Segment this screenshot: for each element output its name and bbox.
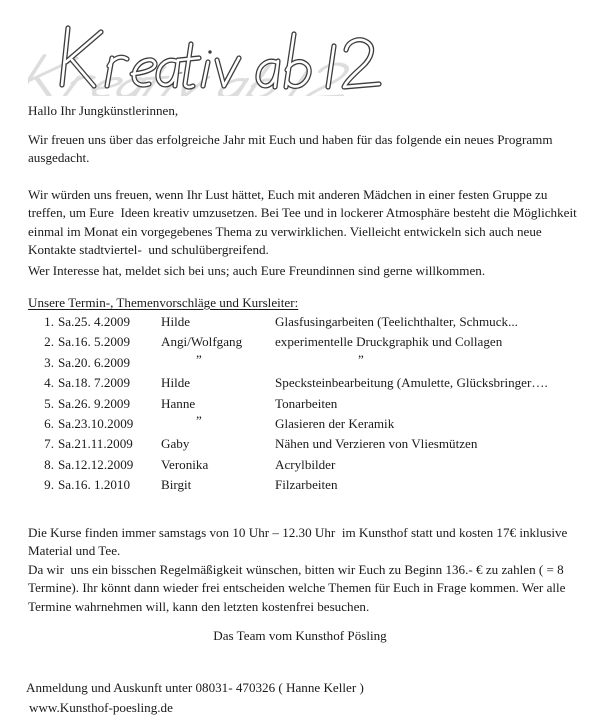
footer-website[interactable]: www.Kunsthof-poesling.de: [29, 699, 173, 715]
row-date: Sa.18. 7.2009: [58, 375, 131, 391]
row-number: 7.: [44, 436, 54, 452]
signature-line: Das Team vom Kunsthof Pösling: [213, 628, 387, 643]
row-number: 4.: [44, 375, 54, 391]
row-topic: Specksteinbearbeitung (Amulette, Glücksbringer….: [275, 375, 548, 391]
table-row: [28, 332, 588, 352]
row-number: 1.: [44, 314, 54, 329]
row-leader: Gaby: [161, 436, 190, 452]
row-leader-ditto: ”: [196, 412, 202, 428]
row-leader: Hilde: [161, 314, 191, 329]
footer-phone-line: Anmeldung und Auskunft unter 08031- 470326 ( Hanne Keller ): [26, 680, 364, 695]
row-topic: Nähen und Verzieren von Vliesmützen: [275, 436, 478, 452]
row-topic: Glasfusingarbeiten (Teelichthalter, Schmuck...: [275, 314, 518, 329]
row-leader: Hilde: [161, 375, 191, 391]
footer-contact: [26, 678, 586, 717]
table-row: [28, 414, 588, 434]
row-date: Sa.16. 1.2010: [58, 477, 131, 493]
table-row: [28, 394, 588, 414]
table-row: [28, 475, 588, 495]
row-leader: Hanne: [161, 395, 196, 411]
row-date: Sa.12.12.2009: [58, 456, 134, 472]
row-date: Sa.23.10.2009: [58, 415, 134, 431]
row-number: 9.: [44, 477, 54, 493]
table-row: [28, 312, 588, 332]
row-leader: Angi/Wolfgang: [161, 334, 243, 350]
course-schedule-table: [28, 312, 588, 496]
table-row: [28, 434, 588, 454]
table-row: [28, 353, 588, 373]
row-number: 8.: [44, 456, 54, 472]
paragraph-invitation: Wir würden uns freuen, wenn Ihr Lust hättet, Euch mit anderen Mädchen in einer festen Gruppe zu treffen, um Eure Ideen kreativ umzusetzen. Bei Tee und in lockerer Atmosphäre besteht die Möglichkeit einmal im Monat ein vorgegebenes Thema zu verwirklichen. Vielleicht entwickeln sich auch neue Kontakte stadtviertel- und schulübergreifend.: [28, 187, 580, 258]
row-number: 5.: [44, 395, 54, 411]
row-number: 6.: [44, 415, 54, 431]
paragraph-intro: Wir freuen uns über das erfolgreiche Jahr mit Euch und haben für das folgende ein neues Programm ausgedacht.: [28, 132, 556, 166]
logo-artwork: [28, 22, 428, 96]
row-date: Sa.25. 4.2009: [58, 314, 131, 329]
row-topic: Glasieren der Keramik: [275, 415, 395, 431]
row-topic: Filzarbeiten: [275, 477, 338, 493]
paragraph-payment-terms: Da wir uns ein bisschen Regelmäßigkeit wünschen, bitten wir Euch zu Beginn 136.- € zu zahlen ( = 8 Termine). Ihr könnt dann wieder frei entscheiden welche Themen für Euch in Frage kommen. Wer alle Termine wahrnehmen will, kann den letzten kostenfrei besuchen.: [28, 562, 569, 614]
row-date: Sa.21.11.2009: [58, 436, 133, 452]
greeting-line: Hallo Ihr Jungkünstlerinnen,: [28, 103, 179, 118]
row-leader: Birgit: [161, 477, 192, 493]
table-row: [28, 455, 588, 475]
row-topic-ditto: ”: [358, 351, 364, 367]
paragraph-interest: Wer Interesse hat, meldet sich bei uns; auch Eure Freundinnen sind gerne willkommen.: [28, 263, 486, 278]
row-topic: experimentelle Druckgraphik und Collagen: [275, 334, 503, 350]
row-leader-ditto: ”: [196, 351, 202, 367]
schedule-heading: Unsere Termin-, Themenvorschläge und Kursleiter:: [28, 295, 299, 310]
row-date: Sa.16. 5.2009: [58, 334, 131, 350]
row-number: 2.: [44, 334, 54, 350]
row-topic: Acrylbilder: [275, 456, 336, 472]
kreativ-ab-12-logo: [28, 22, 428, 96]
row-number: 3.: [44, 354, 54, 370]
row-date: Sa.26. 9.2009: [58, 395, 131, 411]
row-date: Sa.20. 6.2009: [58, 354, 131, 370]
table-row: [28, 373, 588, 393]
paragraph-schedule-cost: Die Kurse finden immer samstags von 10 Uhr – 12.30 Uhr im Kunsthof statt und kosten 17€ inklusive Material und Tee.: [28, 525, 571, 559]
row-topic: Tonarbeiten: [275, 395, 338, 411]
row-leader: Veronika: [161, 456, 209, 472]
